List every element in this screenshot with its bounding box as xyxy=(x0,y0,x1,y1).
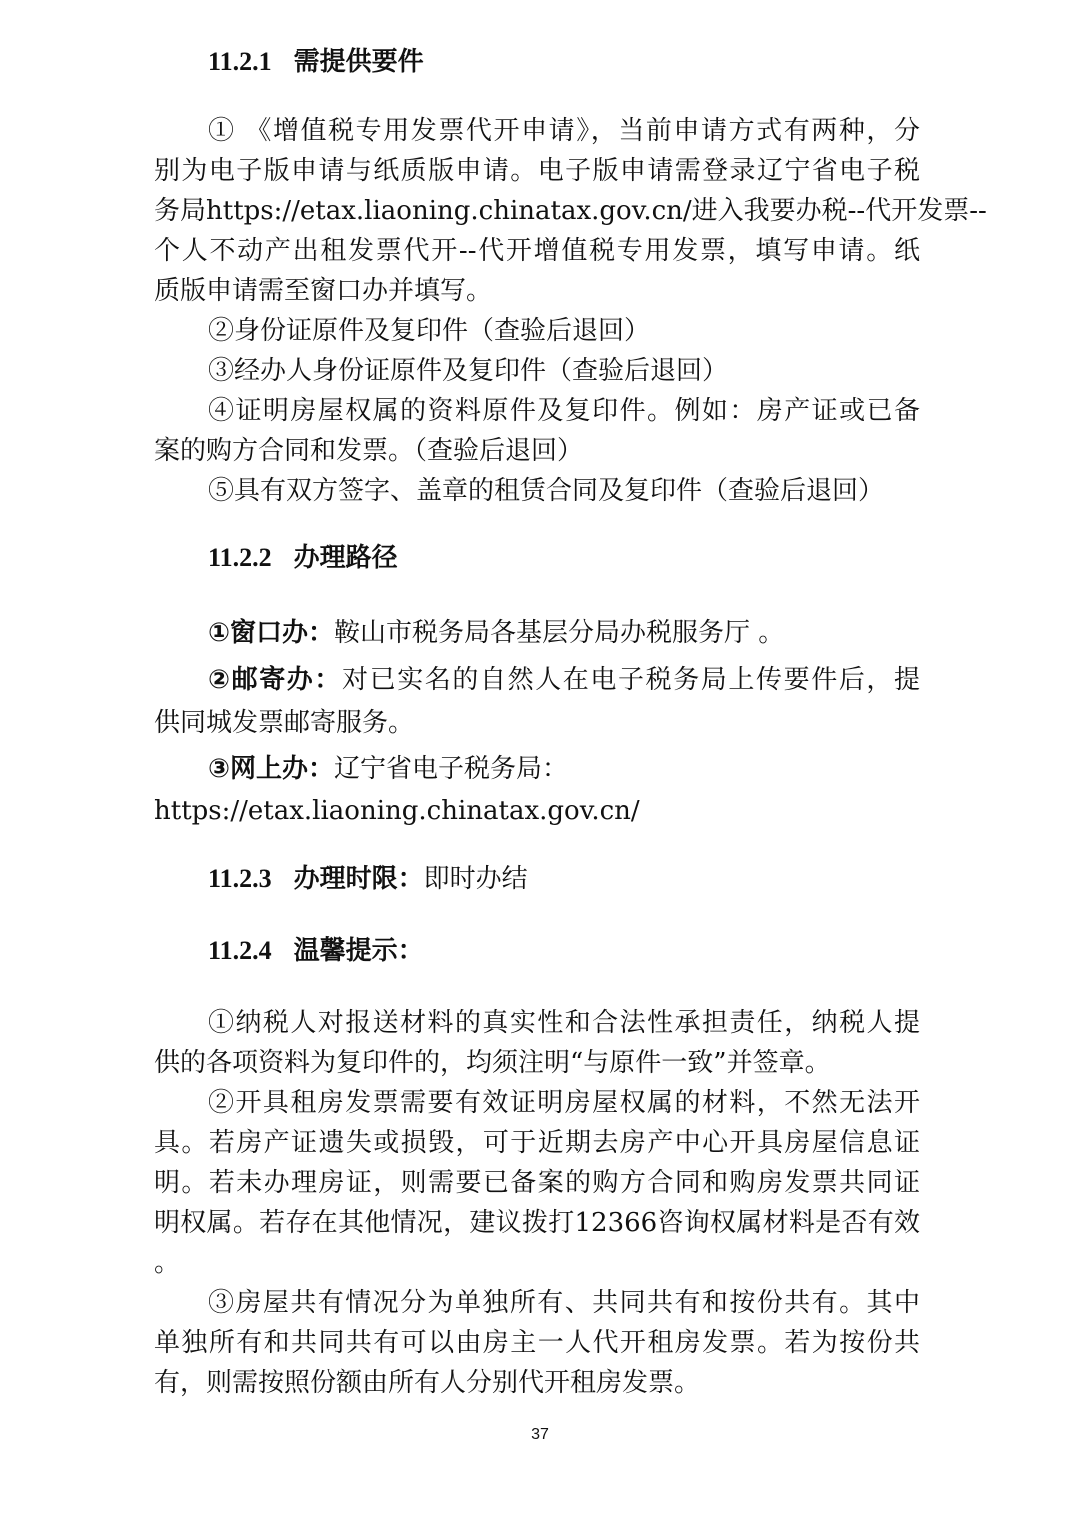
section-heading-11-2-2: 11.2.2 办理路径 xyxy=(208,543,398,573)
section-heading-11-2-4: 11.2.4 温馨提示： xyxy=(208,936,424,966)
tip-2-line-2: 具。若房产证遗失或损毁，可于近期去房产中心开具房屋信息证 xyxy=(154,1128,920,1158)
path-mail-line-2: 供同城发票邮寄服务。 xyxy=(154,708,415,738)
section-heading-11-2-3: 11.2.3 办理时限：即时办结 xyxy=(208,864,528,894)
requirement-2: ②身份证原件及复印件（查验后退回） xyxy=(208,316,651,346)
tip-2-line-4: 明权属。若存在其他情况，建议拨打12366咨询权属材料是否有效 xyxy=(154,1208,920,1238)
path-online: ③网上办：辽宁省电子税务局： xyxy=(208,754,569,784)
etax-url: https://etax.liaoning.chinatax.gov.cn/ xyxy=(154,796,640,826)
requirement-5: ⑤具有双方签字、盖章的租赁合同及复印件（查验后退回） xyxy=(208,476,885,506)
page-number: 37 xyxy=(531,1426,549,1443)
tip-1-line-2: 供的各项资料为复印件的，均须注明“与原件一致”并签章。 xyxy=(154,1048,831,1078)
tip-3-line-3: 有，则需按照份额由所有人分别代开租房发票。 xyxy=(154,1368,701,1398)
requirement-4-line-1: ④证明房屋权属的资料原件及复印件。例如：房产证或已备 xyxy=(208,396,920,426)
tip-2-line-1: ②开具租房发票需要有效证明房屋权属的材料，不然无法开 xyxy=(208,1088,920,1118)
requirement-4-line-2: 案的购方合同和发票。（查验后退回） xyxy=(154,436,584,466)
requirement-1-line-5: 质版申请需至窗口办并填写。 xyxy=(154,276,493,306)
tip-3-line-1: ③房屋共有情况分为单独所有、共同共有和按份共有。其中 xyxy=(208,1288,920,1318)
section-heading-11-2-1: 11.2.1 需提供要件 xyxy=(208,47,424,77)
requirement-3: ③经办人身份证原件及复印件（查验后退回） xyxy=(208,356,729,386)
path-mail-line-1: ②邮寄办：对已实名的自然人在电子税务局上传要件后，提 xyxy=(208,665,920,695)
path-window: ①窗口办：鞍山市税务局各基层分局办税服务厅 。 xyxy=(208,618,785,648)
tip-3-line-2: 单独所有和共同共有可以由房主一人代开租房发票。若为按份共 xyxy=(154,1328,920,1358)
path-window-label: ①窗口办： xyxy=(208,618,335,648)
requirement-1-line-4: 个人不动产出租发票代开--代开增值税专用发票，填写申请。纸 xyxy=(154,236,920,266)
tip-1-line-1: ①纳税人对报送材料的真实性和合法性承担责任，纳税人提 xyxy=(208,1008,920,1038)
requirement-1-line-1: ① 《增值税专用发票代开申请》，当前申请方式有两种，分 xyxy=(208,116,920,146)
path-mail-label: ②邮寄办： xyxy=(208,665,343,695)
requirement-1-line-2: 别为电子版申请与纸质版申请。电子版申请需登录辽宁省电子税 xyxy=(154,156,920,186)
time-limit-value: 即时办结 xyxy=(423,864,528,894)
tip-2-line-3: 明。若未办理房证，则需要已备案的购方合同和购房发票共同证 xyxy=(154,1168,920,1198)
requirement-1-line-3: 务局https://etax.liaoning.chinatax.gov.cn/进入我要办税--代开发票-- xyxy=(154,196,987,226)
tip-2-line-5: 。 xyxy=(154,1248,181,1278)
path-online-label: ③网上办： xyxy=(208,754,335,784)
